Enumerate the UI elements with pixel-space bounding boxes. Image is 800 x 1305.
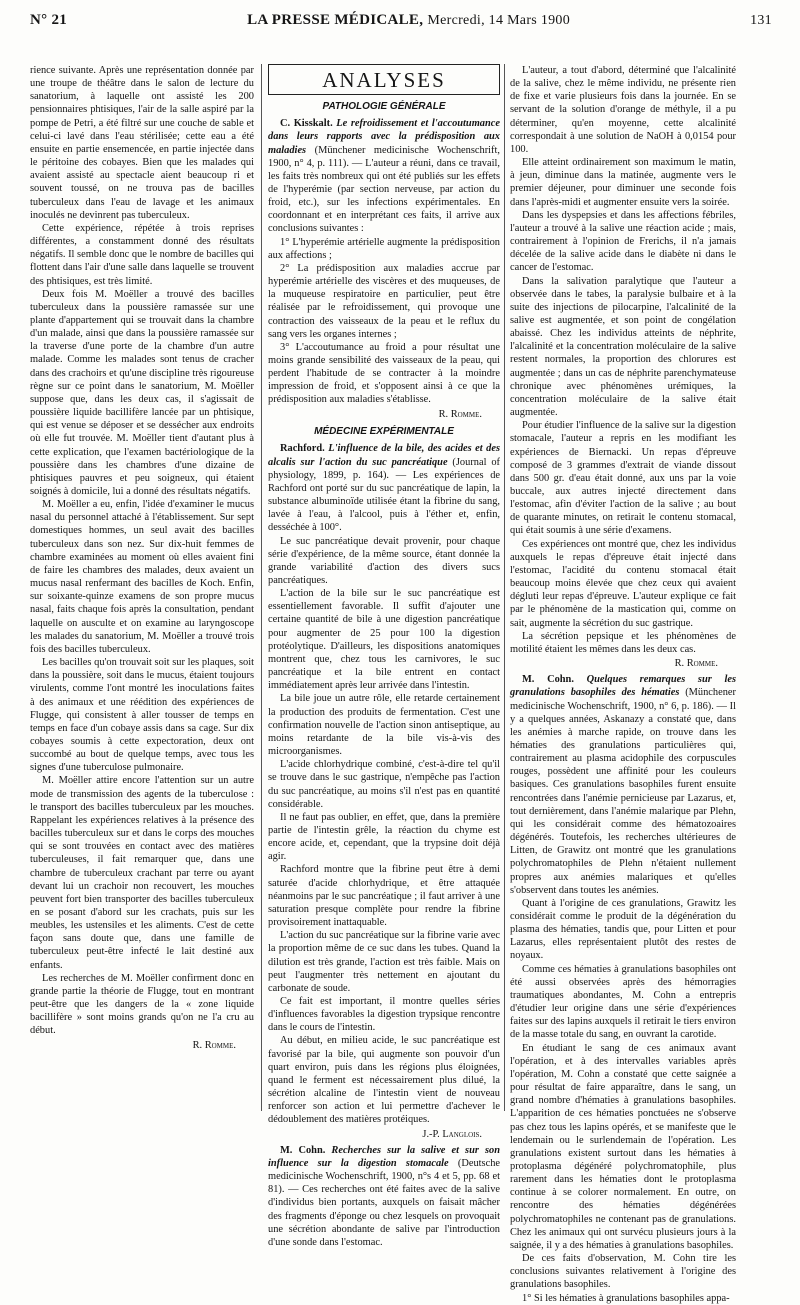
paragraph: Au début, en milieu acide, le suc pancréatique est favorisé par la bile, qui augmente son pouvoir d'un quart environ, puis dans les régions plus éloignées, quand le ferment est nécessairement plus dilué, la sécrétion alcaline de l'intestin vient de nouveau renforcer son action et lui permettre d'achever le dédoublement des matières protéiques. <box>268 1035 500 1126</box>
article-author: Rachford. <box>280 443 325 455</box>
article-author: C. Kisskalt. <box>280 118 333 130</box>
page-header <box>30 12 772 36</box>
article-citation: (Münchener medicinische Wochenschrift, 1900, n° 4, p. 111). — L'auteur a réuni, dans ce travail, les faits très nombreux qui ont été publiés sur les effets de l'hyperémie (par section nerveuse, par action du froid, etc.), sur les infections expérimentales. En coordonnant et en interprétant ces faits, il arrive aux conclusions suivantes : <box>268 144 500 235</box>
paragraph: Pour étudier l'influence de la salive sur la digestion stomacale, l'auteur a repris en les modifiant les expériences de Biernacki. Un repas d'épreuve composé de 3 grammes d'extrait de viande dissout dans 500 gr. d'eau était donné, aux uns par la voie buccale, aux autres injecté directement dans l'estomac, afin d'éviter l'action de la salive ; au bout de quarante minutes, on retirait le contenu stomacal, qui était soumis à une série d'examens. <box>510 420 736 537</box>
paragraph: 2° La prédisposition aux maladies accrue par hyperémie artérielle des viscères et des muqueuses, de la muqueuse respiratoire en particulier, peut être réalisée par le refroidissement, qui provoque une contraction des vaisseaux de la peau et le reflux du sang vers les organes internes ; <box>268 262 500 340</box>
paragraph: Elle atteint ordinairement son maximum le matin, à jeun, diminue dans la matinée, augmente vers le premier déjeuner, pour diminuer une seconde fois dans l'après-midi et augmenter ensuite vers la soirée. <box>510 157 736 208</box>
paragraph: Les recherches de M. Moëller confirment donc en grande partie la théorie de Flugge, tout en montrant peut-être que les dangers de la « zone liquide bacillifère » sont moins grands qu'on ne l'a cru au début. <box>30 972 254 1037</box>
paragraph: Les bacilles qu'on trouvait soit sur les plaques, soit dans la poussière, soit dans le mucus, étaient toujours virulents, comme l'ont montré les inoculations faites à des animaux et une réédition des expériences de Flugge, qui consistent à aller tousser de temps en temps en face d'un cobaye assis dans sa cage. Sur dix cobayes soumis à cette expectoration, deux ont succombé au bout de quelque temps, avec tous les signes d'une tuberculose pulmonaire. <box>30 657 254 774</box>
paragraph: 1° L'hyperémie artérielle augmente la prédisposition aux affections ; <box>268 236 500 261</box>
article-citation: (Deutsche medicinische Wochenschrift, 1900, n°s 4 et 5, pp. 68 et 81). — Ces recherches ont été faites avec de la salive d'individus bien portants, auxquels on faisait mâcher des fragments d'éponge ou chez lesquels on provoquait une sécrétion abondante de salive par l'introduction d'une sonde dans l'estomac. <box>268 1157 500 1248</box>
signature: R. Romme. <box>438 408 482 420</box>
paragraph: Rachford montre que la fibrine peut être à demi saturée d'acide chlorhydrique, et être attaquée néanmoins par le suc pancréatique ; il faut arriver à une saturation presque complète pour rendre la fibrine provisoirement inattaquable. <box>268 864 500 929</box>
article-title: L'influence de la bile, des acides et des alcalis sur l'action du suc pancréatique <box>268 443 500 468</box>
paragraph: rience suivante. Après une représentation donnée par une troupe de théâtre dans le salon de lecture du sanatorium, à laquelle ont assisté les 200 pensionnaires phtisiques, l'air de la salle aspiré par la pompe de Petri, a été filtré sur une couche de sable et celui-ci lavé dans l'eau stérilisée; cette eau a été ensuite en partie ensemencée, en partie injectée dans le péritoine des cobayes. Bien que les malades qui avaient assisté au spectacle aient beaucoup ri et souvent toussé, on ne trouva pas de bacilles tuberculeux dans l'eau de lavage et les animaux inoculés ne devinrent pas tuberculeux. <box>30 65 254 221</box>
paragraph: 1° Si les hématies à granulations basophiles appa- <box>522 1292 730 1304</box>
paragraph: En étudiant le sang de ces animaux avant l'opération, et à des intervalles variables après l'opération, M. Cohn a constaté que cette saignée a pour résultat de faire apparaître, dans le sang, un grand nombre d'hématies à granulations basophiles. L'apparition de ces hématies ponctuées ne s'observe pas chez tous les lapins opérés, et se manifeste que le lendemain ou le surlendemain de l'opération. Les granulations existent surtout dans les hématies à protoplasma dégénéré polychromatophile, plus rarement dans les hématies dont le protoplasma continue à se colorer normalement. En outre, on rencontre des hématies dégénérées polychromatophiles ne contenant pas de granulations. Chez les animaux qui ont survécu plusieurs jours à la saignée, il y a des hématies à granulations basophiles. <box>510 1042 736 1251</box>
paragraph: La bile joue un autre rôle, elle retarde certainement la production des produits de fermentation. C'est une confirmation nouvelle de l'action sinon antiseptique, au moins retardante de la bile vis-à-vis des microorganismes. <box>268 693 500 758</box>
article-heading <box>268 442 500 534</box>
article-heading <box>510 673 736 897</box>
paragraph: Dans la salivation paralytique que l'auteur a observée dans le tabes, la paralysie bulbaire et à la suite des injections de pilocarpine, l'alcalinité de la salive est augmentée, et son point de congélation abaissé. Chez les individus atteints de néphrite, l'alcalinité et la concentration moléculaire de la salive restent normales, la proportion des chlorures est augmentée ; dans un cas de néphrite parenchymateuse chronique avec phénomènes urémiques, la concentration moléculaire de la salive était augmentée. <box>510 275 736 419</box>
section-heading: PATHOLOGIE GÉNÉRALE <box>322 100 446 112</box>
column-rule-right <box>504 64 505 1111</box>
article-title: Le refroidissement et l'accoutumance dans leurs rapports avec la prédisposition aux maladies <box>268 118 500 156</box>
paragraph: L'acide chlorhydrique combiné, c'est-à-dire tel qu'il se trouve dans le suc gastrique, n'empêche pas l'action du suc pancréatique, au moins s'il n'est pas en quantité considérable. <box>268 759 500 810</box>
paragraph: Deux fois M. Moëller a trouvé des bacilles tuberculeux dans la poussière ramassée sur une plante d'appartement qui se trouvait dans la chambre d'un malade, ainsi que dans la poussière ramassée sur la traverse d'une porte de la chambre d'un autre malade. Comme les malades sont tenus de cracher dans des crachoirs et qu'une discipline très rigoureuse règne sur ce point dans le sanatorium, M. Moëller suppose que, dans les deux cas, il s'agissait de poussière liquide bacillifère lancée par un phtisique, qui est venue se déposer et se dessécher aux endroits où elle fut trouvée. M. Moëller tient d'autant plus à cette explication, que l'examen bactériologique de la poussière dans les chambres d'une dizaine de phtisiques pauvres et peu soigneux, qui étaient soignés à domicile, lui a donné des résultats négatifs. <box>30 288 254 497</box>
article-author: M. Cohn. <box>522 674 574 686</box>
article-citation: (Journal of physiology, 1899, p. 164). — Les expériences de Rachford ont porté sur du suc pancréatique de lapin, la substance albuminoïde utilisée étant la fibrine du sang, lavée à l'eau, à l'alcool, puis à l'éther et, enfin, desséchée à 100°. <box>268 456 500 534</box>
paragraph: Il ne faut pas oublier, en effet, que, dans la première partie de l'intestin grêle, la réaction du chyme est encore acide, et, cependant, que la trypsine doit déjà agir. <box>268 811 500 863</box>
paragraph: L'auteur, a tout d'abord, déterminé que l'alcalinité de la salive, chez le même individu, ne présente rien de fixe et varie plusieurs fois dans la journée. En se servant de la solution d'orange de méthyle, il a pu déterminer, qu'en moyenne, cette alcalinité correspondait à une solution de NaOH à 0,0154 pour 100. <box>510 65 736 155</box>
paragraph: 3° L'accoutumance au froid a pour résultat une moins grande sensibilité des vaisseaux de la peau, qui perdent l'habitude de se contracter à la moindre impression de froid, et s'opposent ainsi à ce que la prédisposition aux maladies s'établisse. <box>268 341 500 406</box>
column-rule-left <box>261 64 262 1111</box>
column-2 <box>268 64 500 1248</box>
article-heading <box>268 1144 500 1249</box>
signature: R. Romme. <box>192 1039 236 1051</box>
signature: R. Romme. <box>674 658 718 670</box>
paragraph: Dans les dyspepsies et dans les affections fébriles, l'auteur a trouvé à la salive une réaction acide ; mais, contrairement à l'opinion de Frerichs, il n'a jamais décelée de la salive acide dans le diabète ni dans le cancer de l'estomac. <box>510 209 736 274</box>
article-title: Quelques remarques sur les granulations basophiles des hématies <box>510 674 736 699</box>
paragraph: Quant à l'origine de ces granulations, Grawitz les considérait comme le produit de la dégénération du plasma des hématies, tandis que, pour Litten et pour Lazarus, elles représentaient plutôt des restes de noyaux. <box>510 897 736 962</box>
page-number: 131 <box>750 13 772 28</box>
paragraph: M. Moëller attire encore l'attention sur un autre mode de transmission des agents de la tuberculose : le transport des bacilles tuberculeux par les mouches. Rappelant les expériences relatives à la présence des bacilles tuberculeux sur et dans le corps des mouches qui se sont trouvées en contact avec des matières tuberculeuses, il fait remarquer que, dans une chambre de tuberculeux crachant par terre ou ayant devant lui un crachoir non recouvert, les mouches peuvent fort bien transporter des bacilles tuberculeux en se posant d'abord sur les crachats, puis sur les meubles, les ustensiles et les aliments. C'est de cette façon sans doute que, dans une famille de tuberculeux peut-être infecté le lait destiné aux enfants. <box>30 775 254 971</box>
article-title: Recherches sur la salive et sur son influence sur la digestion stomacale <box>268 1144 500 1169</box>
paragraph: M. Moëller a eu, enfin, l'idée d'examiner le mucus nasal du personnel attaché à l'établissement. Sur sept domestiques hommes, un seul avait des bacilles tuberculeux dans son nez. Sur dix-huit femmes de chambre examinées au moment où elles avaient fini de faire les chambres des malades, deux avaient un mucus nasal renfermant des bacilles de Koch. Enfin, sur soixante-quinze examens de son propre mucus nasal, faits chaque fois après la consultation, pendant laquelle on ausculte et on examine au laryngoscope les malades du sanatorium, M. Moëller a trouvé trois fois des bacilles tuberculeux. <box>30 499 254 655</box>
signature: J.-P. Langlois. <box>422 1128 482 1140</box>
paragraph: Cette expérience, répétée à trois reprises différentes, a constamment donné des résultats négatifs. Il semble donc que le nombre de bacilles qui flottent dans l'air d'une salle dans laquelle se trouvent des phtisiques, est très limité. <box>30 222 254 287</box>
paragraph: Comme ces hématies à granulations basophiles ont été aussi observées après des hémorragies traumatiques abondantes, M. Cohn a entrepris d'étudier leur origine dans une série d'expériences faites sur des lapins auxquels il retirait le tiers environ de la masse totale du sang, en ouvrant la carotide. <box>510 963 736 1041</box>
paragraph: La sécrétion pepsique et les phénomènes de motilité étaient les mêmes dans les deux cas. <box>510 630 736 655</box>
paragraph: De ces faits d'observation, M. Cohn tire les conclusions suivantes relativement à l'origine des granulations basophiles. <box>510 1253 736 1291</box>
paragraph: Le suc pancréatique devait provenir, pour chaque série d'expérience, de la même source, étant donnée la grande variabilité d'action des divers sucs pancréatiques. <box>268 535 500 586</box>
column-1 <box>30 64 254 1113</box>
paragraph: Ces expériences ont montré que, chez les individus auxquels le repas d'épreuve était injecté dans l'estomac, l'acidité du contenu stomacal était beaucoup moins élevée que chez ceux qui avaient dégluti leur repas d'épreuve. L'auteur explique ce fait par le phénomène de la mastication qui, comme on sait, augmente la sécrétion du suc gastrique. <box>510 538 736 629</box>
article-heading <box>268 117 500 235</box>
issue-date: Mercredi, 14 Mars 1900 <box>427 13 571 28</box>
article-author: M. Cohn. <box>280 1144 326 1156</box>
section-heading: MÉDECINE EXPÉRIMENTALE <box>314 425 454 437</box>
journal-title <box>247 12 570 29</box>
issue-number: N° 21 <box>30 12 68 28</box>
article-citation: (Münchener medicinische Wochenschrift, 1900, n° 6, p. 186). — Il y a quelques années, Askanazy a constaté que, dans les anémies à marche rapide, on trouve dans les hématies des granulations particulières qui, contrairement au plasma acidophile des corpuscules rouges, possèdent une affinité pour les couleurs basiques. Ces granulations basophiles furent ensuite rencontrées dans l'anémie pernicieuse par Lazarus, et, tout dernièrement, dans l'anémie malarique par Plehn, qui les considérait comme des hématozoaires dégénérés. Toutefois, les recherches ultérieures de Litten, de Grawitz ont montré que les granulations polychromatophiles de Plehn n'étaient nullement propres aux anémies malariques et qu'elles s'observent dans toutes les anémies. <box>510 687 736 896</box>
paragraph: L'action du suc pancréatique sur la fibrine varie avec la proportion même de ce suc dans les tubes. Quand la dilution est très grande, l'action est très faible. Mais on peut l'augmenter très nettement en ajoutant du carbonate de soude. <box>268 930 500 994</box>
column-3 <box>510 64 736 1304</box>
paragraph: Ce fait est important, il montre quelles séries d'influences favorables la digestion trypsique rencontre dans le cours de l'intestin. <box>268 996 500 1034</box>
analyses-heading: ANALYSES <box>268 64 500 95</box>
paragraph: L'action de la bile sur le suc pancréatique est essentiellement favorable. Il suffit d'ajouter une certaine quantité de bile à une digestion pancréatique pour augmenter de 25 pour 100 la digestion protéolytique. D'ailleurs, les dispositions anatomiques montrent que, chez tous les carnivores, le suc pancréatique et la bile entrent en contact immédiatement après leur arrivée dans l'intestin. <box>268 588 500 692</box>
journal-name: LA PRESSE MÉDICALE, <box>247 12 424 28</box>
